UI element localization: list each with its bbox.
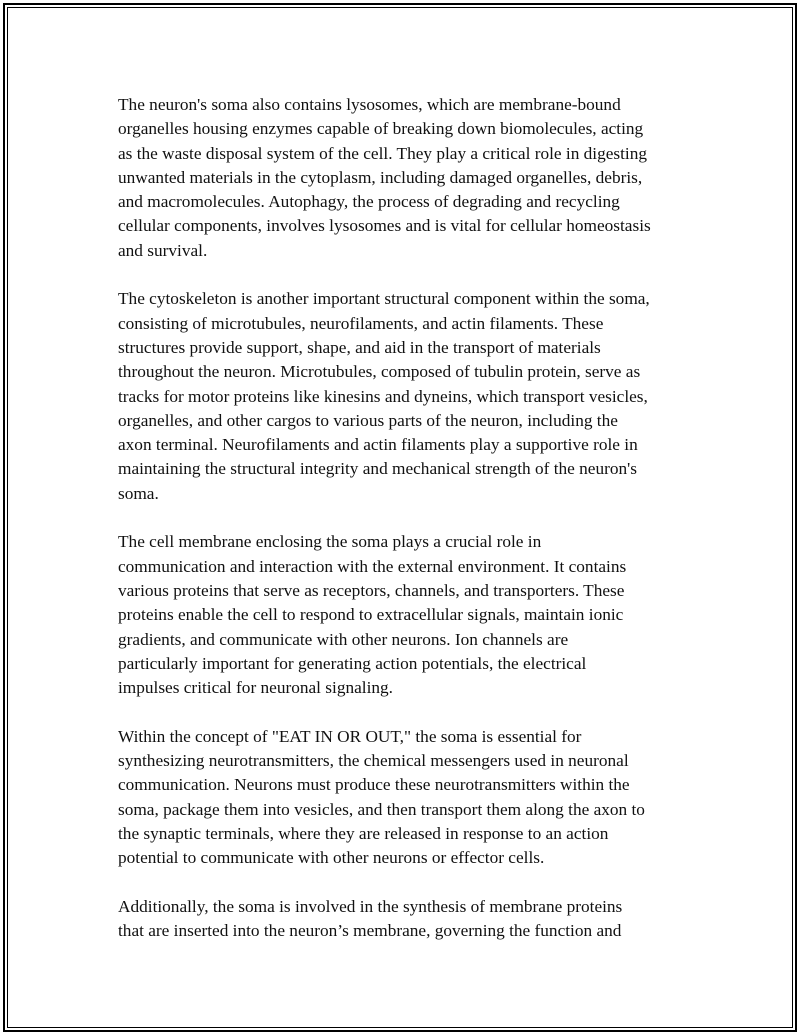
text-line: synthesizing neurotransmitters, the chemical messengers used in neuronal [118, 751, 629, 771]
text-line: soma, package them into vesicles, and then transport them along the axon to [118, 799, 645, 819]
text-line: Within the concept of "EAT IN OR OUT," the soma is essential for [118, 726, 582, 746]
text-line: and survival. [118, 240, 208, 260]
document-body [118, 93, 698, 968]
paragraph-lysosomes [118, 93, 698, 263]
text-line: The cell membrane enclosing the soma plays a crucial role in [118, 532, 542, 552]
text-line: organelles housing enzymes capable of breaking down biomolecules, acting [118, 119, 644, 139]
text-line: particularly important for generating action potentials, the electrical [118, 653, 587, 673]
text-line: maintaining the structural integrity and mechanical strength of the neuron's [118, 459, 637, 479]
text-line: potential to communicate with other neurons or effector cells. [118, 848, 545, 868]
text-line: proteins enable the cell to respond to extracellular signals, maintain ionic [118, 605, 624, 625]
text-line: that are inserted into the neuron’s membrane, governing the function and [118, 921, 622, 941]
text-line: the synaptic terminals, where they are released in response to an action [118, 823, 609, 843]
text-line: The cytoskeleton is another important structural component within the soma, [118, 289, 650, 309]
text-line: cellular components, involves lysosomes and is vital for cellular homeostasis [118, 216, 651, 236]
paragraph-cytoskeleton [118, 287, 698, 506]
text-line: Additionally, the soma is involved in the synthesis of membrane proteins [118, 896, 623, 916]
text-line: communication and interaction with the external environment. It contains [118, 556, 627, 576]
text-line: The neuron's soma also contains lysosomes, which are membrane-bound [118, 95, 621, 114]
paragraph-neurotransmitters [118, 725, 698, 871]
text-line: various proteins that serve as receptors, channels, and transporters. These [118, 580, 625, 600]
text-line: and macromolecules. Autophagy, the process of degrading and recycling [118, 192, 620, 212]
paragraph-membrane-proteins [118, 895, 698, 944]
text-line: axon terminal. Neurofilaments and actin filaments play a supportive role in [118, 435, 638, 455]
text-line: organelles, and other cargos to various parts of the neuron, including the [118, 410, 618, 430]
text-line: as the waste disposal system of the cell. They play a critical role in digesting [118, 143, 648, 163]
text-line: gradients, and communicate with other neurons. Ion channels are [118, 629, 569, 649]
paragraph-cell-membrane [118, 530, 698, 700]
text-line: unwanted materials in the cytoplasm, including damaged organelles, debris, [118, 167, 643, 187]
text-line: structures provide support, shape, and aid in the transport of materials [118, 337, 601, 357]
text-line: communication. Neurons must produce these neurotransmitters within the [118, 775, 630, 795]
text-line: tracks for motor proteins like kinesins and dyneins, which transport vesicles, [118, 386, 648, 406]
text-line: impulses critical for neuronal signaling. [118, 678, 393, 698]
text-line: consisting of microtubules, neurofilaments, and actin filaments. These [118, 313, 604, 333]
text-line: throughout the neuron. Microtubules, composed of tubulin protein, serve as [118, 362, 641, 382]
text-line: soma. [118, 483, 159, 503]
